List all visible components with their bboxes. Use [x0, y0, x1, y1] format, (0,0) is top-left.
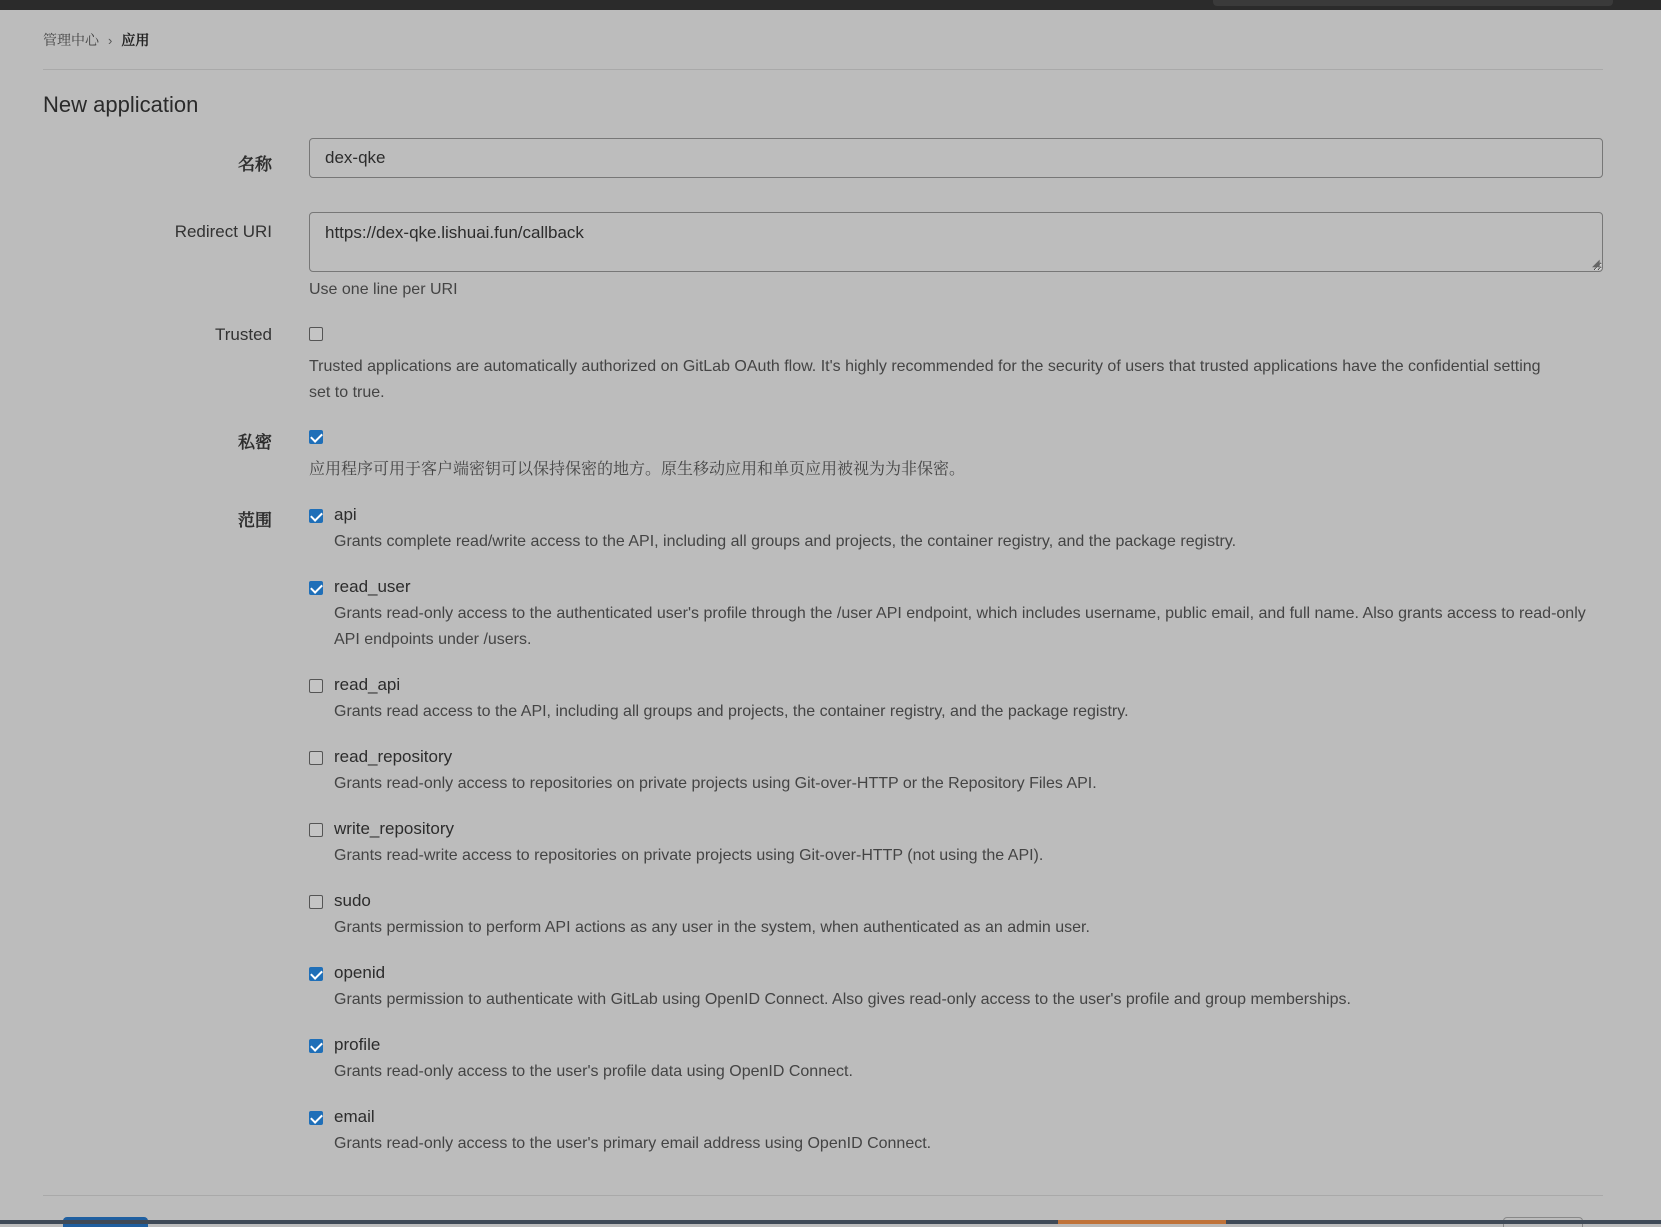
scope-sudo-checkbox[interactable] — [309, 895, 323, 909]
form-actions-divider — [43, 1195, 1603, 1196]
redirect-uri-help: Use one line per URI — [309, 281, 458, 298]
confidential-help: 应用程序可用于客户端密钥可以保持保密的地方。原生移动应用和单页应用被视为为非保密。 — [309, 461, 966, 478]
chevron-right-icon: › — [108, 32, 113, 48]
scope-read-repository-checkbox[interactable] — [309, 751, 323, 765]
name-label: 名称 — [238, 155, 272, 174]
bottom-bar — [0, 1220, 1661, 1224]
scope-sudo-description: Grants permission to perform API actions as any user in the system, when authenticated as an admin user. — [334, 919, 1090, 936]
bottom-bar-accent — [1058, 1220, 1226, 1224]
scope-openid-checkbox[interactable] — [309, 967, 323, 981]
scope-write-repository-description: Grants read-write access to repositories on private projects using Git-over-HTTP (not using the API). — [334, 847, 1044, 864]
resize-handle-icon[interactable]: ◢ — [1592, 258, 1600, 269]
breadcrumb-current[interactable]: 应用 — [121, 32, 150, 48]
scope-read-user-label[interactable]: read_user — [334, 577, 411, 596]
scope-read-repository-label[interactable]: read_repository — [334, 747, 453, 766]
scope-profile-checkbox[interactable] — [309, 1039, 323, 1053]
scope-openid-description: Grants permission to authenticate with GitLab using OpenID Connect. Also gives read-only access to the user's profile and group memberships. — [334, 991, 1351, 1008]
trusted-checkbox[interactable] — [309, 327, 323, 341]
scope-openid-label[interactable]: openid — [334, 963, 386, 982]
top-navbar — [0, 0, 1661, 10]
scope-email-checkbox[interactable] — [309, 1111, 323, 1125]
scope-write-repository-checkbox[interactable] — [309, 823, 323, 837]
scope-email-label[interactable]: email — [334, 1107, 375, 1126]
trusted-help: Trusted applications are automatically authorized on GitLab OAuth flow. It's highly recommended for the security of users that trusted applications have the confidential setting set to true. — [309, 358, 1541, 401]
page-title: New application — [43, 92, 199, 117]
scope-read-repository-description: Grants read-only access to repositories on private projects using Git-over-HTTP or the Repository Files API. — [334, 775, 1097, 792]
name-input[interactable] — [309, 138, 1603, 178]
scope-read-api-label[interactable]: read_api — [334, 675, 401, 694]
scope-sudo-label[interactable]: sudo — [334, 891, 371, 910]
scope-profile-description: Grants read-only access to the user's profile data using OpenID Connect. — [334, 1063, 853, 1080]
header-divider — [43, 69, 1603, 70]
scope-read-api-checkbox[interactable] — [309, 679, 323, 693]
scope-write-repository-label[interactable]: write_repository — [334, 819, 454, 838]
scope-api-description: Grants complete read/write access to the API, including all groups and projects, the container registry, and the package registry. — [334, 533, 1237, 550]
scope-email-description: Grants read-only access to the user's primary email address using OpenID Connect. — [334, 1135, 932, 1152]
trusted-label: Trusted — [214, 325, 272, 344]
scope-api-checkbox[interactable] — [309, 509, 323, 523]
confidential-label: 私密 — [238, 433, 272, 452]
scope-read-api-description: Grants read access to the API, including all groups and projects, the container registry, and the package registry. — [334, 703, 1129, 720]
top-search-field[interactable] — [1213, 0, 1613, 6]
scope-read-user-description: Grants read-only access to the authenticated user's profile through the /user API endpoint, which includes username, public email, and full name. Also grants access to read-only API endpoints under /users. — [334, 605, 1586, 648]
scope-profile-label[interactable]: profile — [334, 1035, 381, 1054]
confidential-checkbox[interactable] — [309, 430, 323, 444]
scopes-label: 范围 — [238, 511, 272, 530]
breadcrumb — [43, 30, 149, 50]
breadcrumb-admin-link[interactable]: 管理中心 — [43, 32, 99, 48]
scope-read-user-checkbox[interactable] — [309, 581, 323, 595]
redirect-uri-textarea[interactable] — [309, 212, 1603, 272]
redirect-uri-label: Redirect URI — [174, 222, 272, 241]
scope-api-label[interactable]: api — [334, 505, 357, 524]
